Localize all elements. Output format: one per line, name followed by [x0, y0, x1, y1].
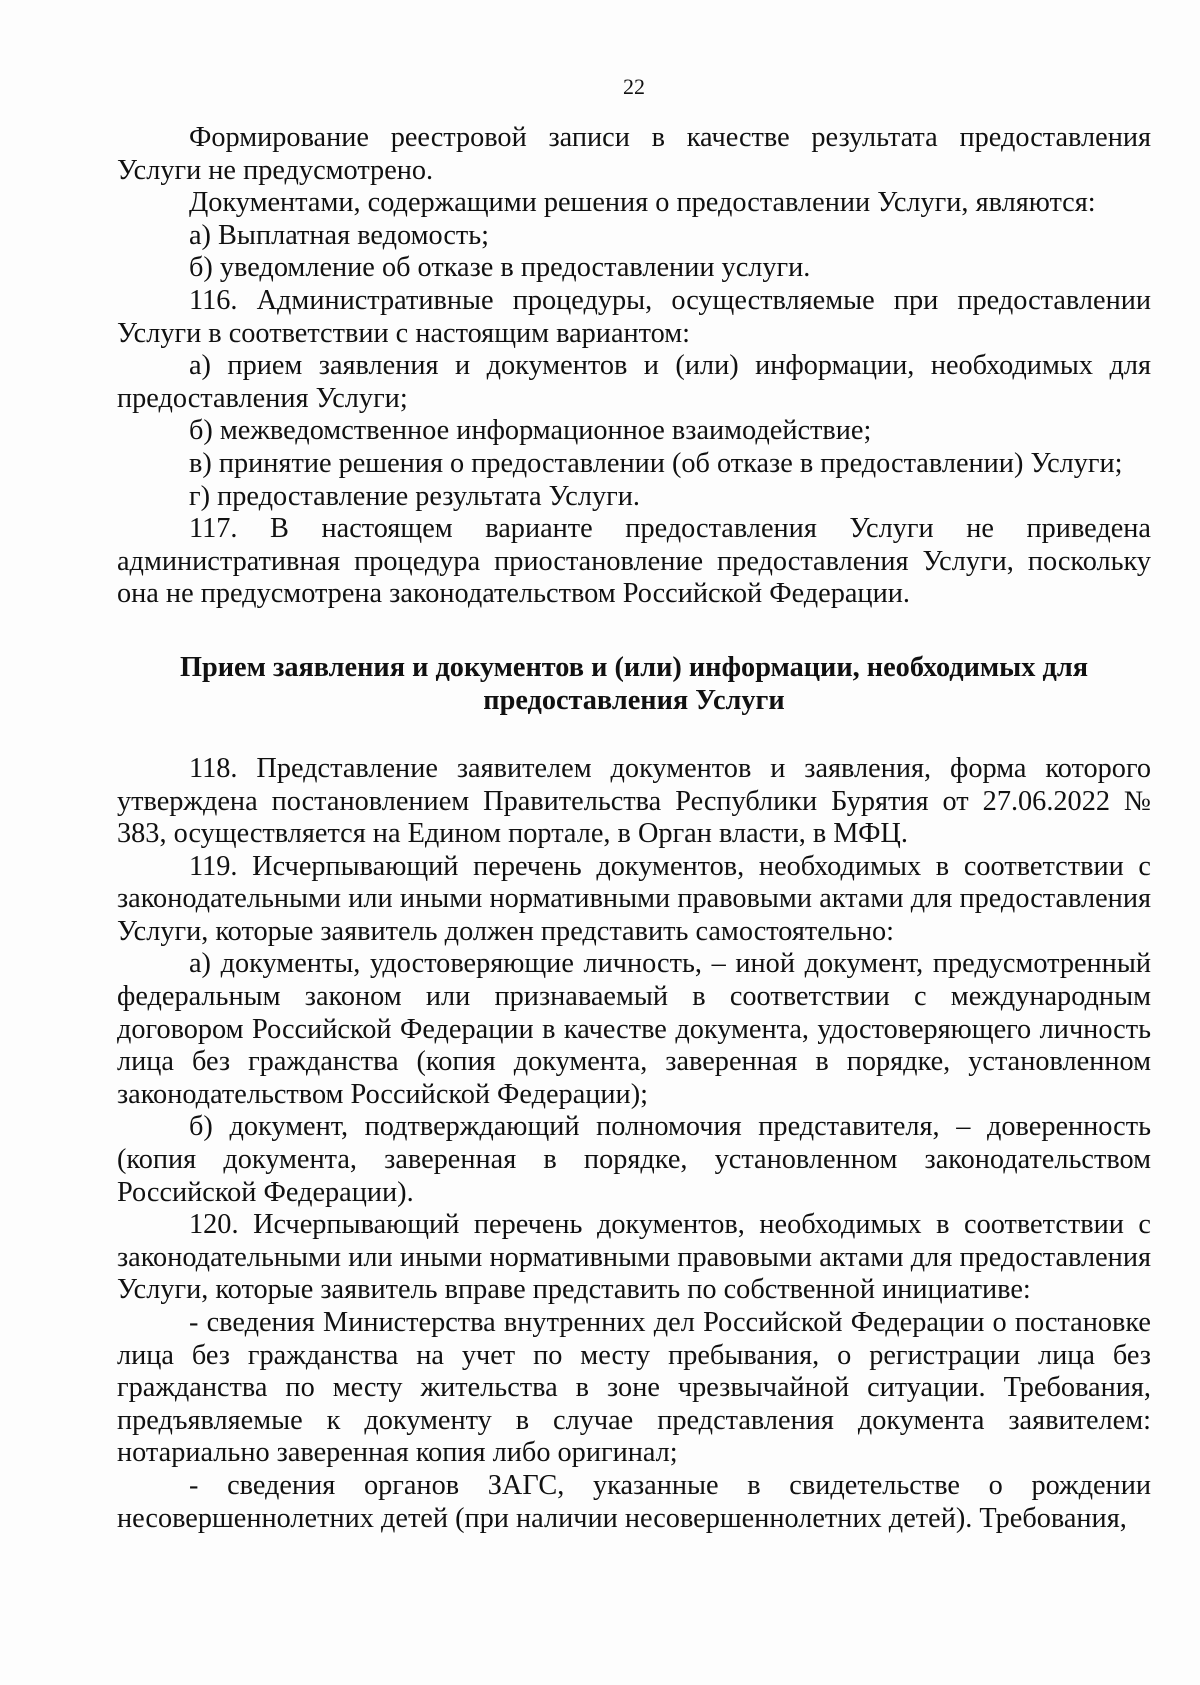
- paragraph: Формирование реестровой записи в качестве результата предоставления Услуги не предусмотрено.: [117, 122, 1151, 186]
- paragraph: Документами, содержащими решения о предоставлении Услуги, являются:: [189, 187, 1096, 219]
- section-heading: Прием заявления и документов и (или) информации, необходимых для предоставления Услуги: [179, 651, 1088, 716]
- paragraph: 117. В настоящем варианте предоставления Услуги не приведена административная процедура приостановление предоставления Услуги, поскольку она не предусмотрена законодательством Российской Федерации.: [117, 513, 1151, 610]
- list-item: б) межведомственное информационное взаимодействие;: [189, 415, 872, 447]
- page-number: 22: [623, 74, 645, 99]
- list-item: а) прием заявления и документов и (или) информации, необходимых для предоставления Услуги;: [117, 350, 1151, 414]
- list-item: а) документы, удостоверяющие личность, – иной документ, предусмотренный федеральным законом или признаваемый в соответствии с международным договором Российской Федерации в качестве документа, удостоверяющего личность лица без гражданства (копия документа, заверенная в порядке, установленном законодательством Российской Федерации);: [117, 948, 1151, 1110]
- paragraph: 119. Исчерпывающий перечень документов, необходимых в соответствии с законодательными или иными нормативными правовыми актами для предоставления Услуги, которые заявитель должен представить самостоятельно:: [117, 850, 1151, 947]
- list-item: в) принятие решения о предоставлении (об отказе в предоставлении) Услуги;: [189, 447, 1123, 479]
- list-item: а) Выплатная ведомость;: [189, 219, 490, 251]
- list-item: б) уведомление об отказе в предоставлении услуги.: [189, 252, 811, 284]
- list-item: - сведения органов ЗАГС, указанные в свидетельстве о рождении несовершеннолетних детей (при наличии несовершеннолетних детей). Требования,: [117, 1469, 1151, 1534]
- paragraph: 120. Исчерпывающий перечень документов, необходимых в соответствии с законодательными или иными нормативными правовыми актами для предоставления Услуги, которые заявитель вправе представить по собственной инициативе:: [117, 1209, 1151, 1306]
- document-body: [117, 122, 1151, 1535]
- paragraph: 118. Представление заявителем документов и заявления, форма которого утверждена постановлением Правительства Республики Бурятия от 27.06.2022 № 383, осуществляется на Едином портале, в Орган власти, в МФЦ.: [117, 752, 1151, 850]
- list-item: б) документ, подтверждающий полномочия представителя, – доверенность (копия документа, заверенная в порядке, установленном законодательством Российской Федерации).: [117, 1111, 1151, 1208]
- list-item: г) предоставление результата Услуги.: [189, 480, 640, 512]
- list-item: - сведения Министерства внутренних дел Российской Федерации о постановке лица без гражданства на учет по месту пребывания, о регистрации лица без гражданства по месту жительства в зоне чрезвычайной ситуации. Требования, предъявляемые к документу в случае представления документа заявителем: нотариально заверенная копия либо оригинал;: [117, 1307, 1151, 1469]
- paragraph: 116. Административные процедуры, осуществляемые при предоставлении Услуги в соответствии с настоящим вариантом:: [117, 284, 1151, 349]
